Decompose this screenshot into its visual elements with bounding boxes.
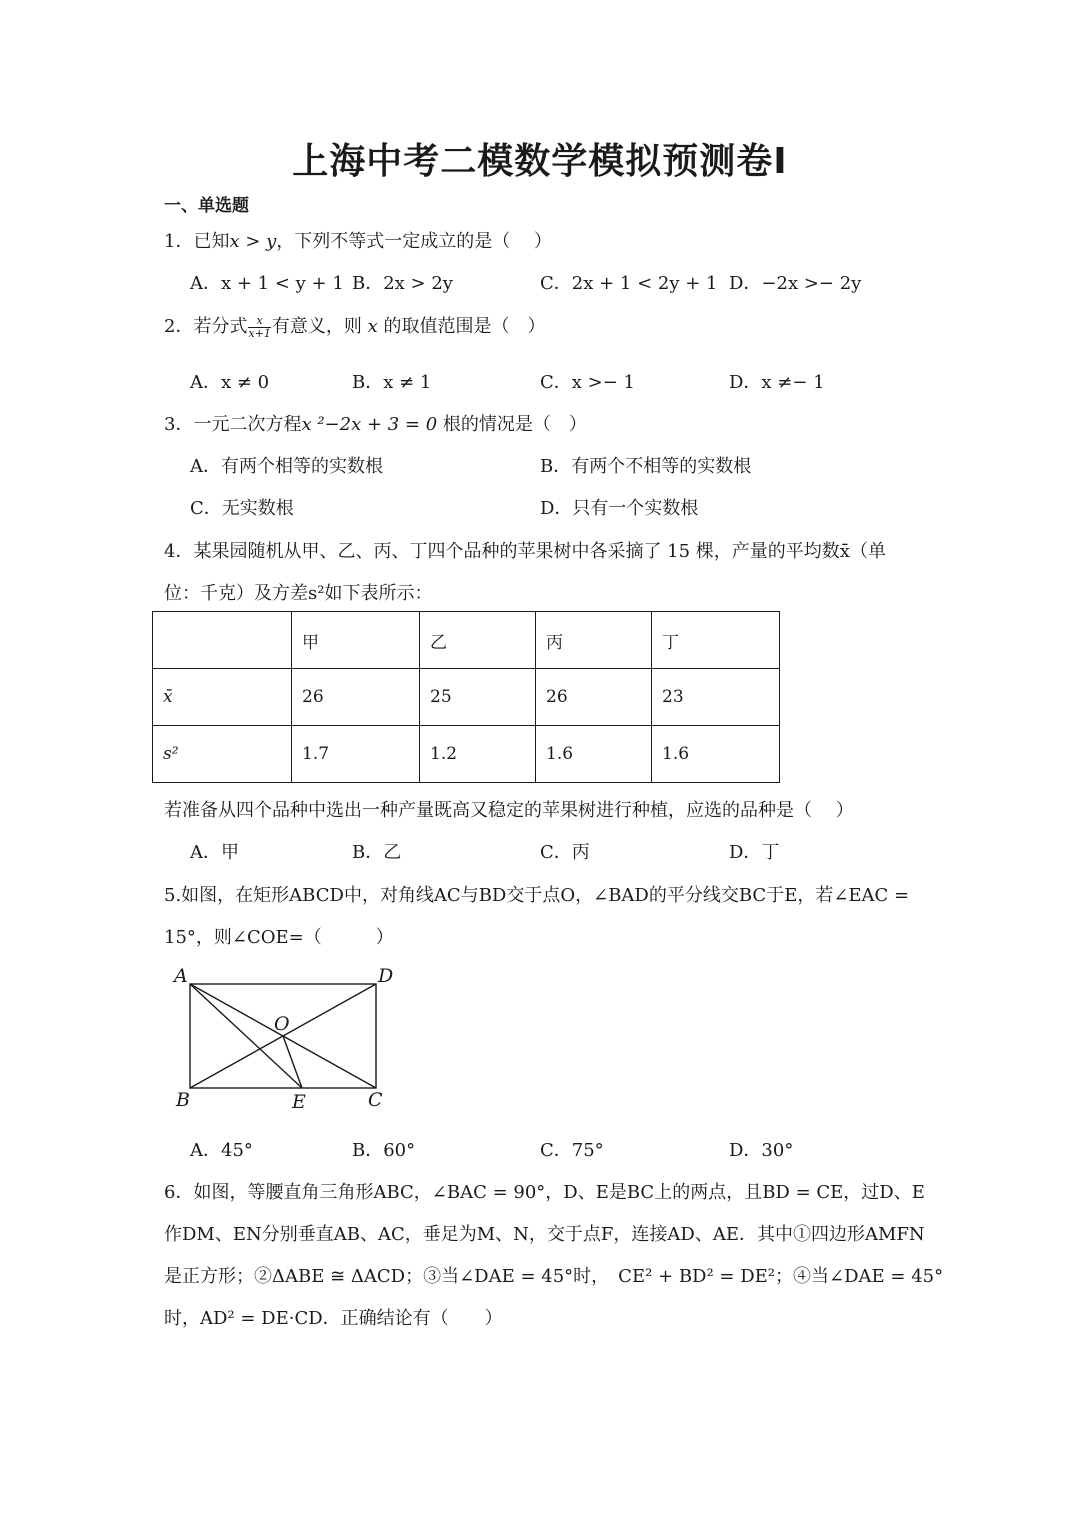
- point-label-d: D: [378, 965, 394, 987]
- question-5-line-2: 15°，则∠COE=（ ）: [164, 927, 394, 948]
- table-cell: 1.6: [536, 726, 652, 783]
- q3-option-a[interactable]: A．有两个相等的实数根: [190, 456, 383, 477]
- q4-option-c[interactable]: C．丙: [540, 842, 590, 863]
- point-label-b: B: [176, 1089, 190, 1111]
- table-header-jia: 甲: [292, 612, 420, 669]
- q4-option-d[interactable]: D．丁: [729, 842, 780, 863]
- q1-option-a[interactable]: A．x + 1 < y + 1: [190, 273, 344, 294]
- q2-fraction: [248, 315, 270, 340]
- q2-stem-a: 2．若分式: [164, 316, 248, 337]
- table-cell: 1.6: [652, 726, 780, 783]
- question-6-line-3: 是正方形；②ΔABE ≅ ΔACD；③当∠DAE = 45°时， CE² + BD² = DE²；④当∠DAE = 45°: [164, 1266, 944, 1287]
- q1-option-b[interactable]: B．2x > 2y: [352, 273, 453, 294]
- table-row: [153, 726, 780, 783]
- q2-frac-den: x+1: [248, 326, 271, 340]
- rectangle-diagram: [166, 960, 426, 1120]
- q2-stem-b: 有意义，则: [271, 316, 362, 337]
- section-heading: 一、单选题: [164, 196, 249, 216]
- table-header-row: [153, 612, 780, 669]
- table-row-label-mean: x̄: [153, 669, 292, 726]
- q2-var: x: [367, 316, 378, 337]
- segment-oe: [283, 1036, 302, 1088]
- point-label-o: O: [274, 1013, 290, 1035]
- q5-option-b[interactable]: B．60°: [352, 1140, 416, 1161]
- table-cell: 23: [652, 669, 780, 726]
- q2-option-a[interactable]: A．x ≠ 0: [190, 372, 270, 393]
- q4-option-b[interactable]: B．乙: [352, 842, 402, 863]
- q3-stem-math: x ²−2x + 3 = 0: [301, 414, 438, 435]
- table-cell: 26: [292, 669, 420, 726]
- question-4-line-1: 4．某果园随机从甲、乙、丙、丁四个品种的苹果树中各采摘了 15 棵，产量的平均数x̄（单: [164, 541, 886, 562]
- point-label-e: E: [292, 1091, 306, 1113]
- q5-option-d[interactable]: D．30°: [729, 1140, 794, 1161]
- table-header-yi: 乙: [420, 612, 536, 669]
- q5-option-a[interactable]: A．45°: [190, 1140, 253, 1161]
- question-6-line-2: 作DM、EN分别垂直AB、AC，垂足为M、N，交于点F，连接AD、AE．其中①四边形AMFN: [164, 1224, 925, 1245]
- table-header-bing: 丙: [536, 612, 652, 669]
- q2-option-c[interactable]: C．x >− 1: [540, 372, 635, 393]
- page-title: 上海中考二模数学模拟预测卷Ⅰ: [292, 141, 788, 182]
- q3-stem-b: 根的情况是（ ）: [442, 414, 587, 435]
- data-table: [152, 611, 780, 783]
- question-4-line-2: 位：千克）及方差s²如下表所示：: [164, 583, 433, 604]
- q4-option-a[interactable]: A．甲: [190, 842, 239, 863]
- q3-option-c[interactable]: C．无实数根: [190, 498, 294, 519]
- table-cell: 1.7: [292, 726, 420, 783]
- q3-stem-a: 3．一元二次方程: [164, 414, 302, 435]
- question-3-stem: [164, 410, 587, 436]
- table-cell: [153, 612, 292, 669]
- q1-stem-b: ，下列不等式一定成立的是（ ）: [276, 231, 553, 252]
- question-2-stem: [164, 312, 546, 340]
- question-5-line-1: 5.如图，在矩形ABCD中，对角线AC与BD交于点O，∠BAD的平分线交BC于E，若∠EAC =: [164, 885, 910, 906]
- q2-frac-num: x: [248, 315, 270, 328]
- question-6-line-4: 时，AD² = DE·CD．正确结论有（ ）: [164, 1308, 503, 1329]
- point-label-a: A: [174, 965, 188, 987]
- question-4-followup: 若准备从四个品种中选出一种产量既高又稳定的苹果树进行种植，应选的品种是（ ）: [164, 800, 854, 821]
- table-row-label-variance: s²: [153, 726, 292, 783]
- point-label-c: C: [368, 1089, 383, 1111]
- q2-stem-c: 的取值范围是（ ）: [383, 316, 546, 337]
- q1-stem-a: 1．已知: [164, 231, 230, 252]
- table-row: [153, 669, 780, 726]
- q2-option-d[interactable]: D．x ≠− 1: [729, 372, 825, 393]
- q3-option-b[interactable]: B．有两个不相等的实数根: [540, 456, 752, 477]
- question-1-stem: [164, 227, 552, 253]
- table-cell: 1.2: [420, 726, 536, 783]
- q1-stem-math: x > y: [229, 231, 277, 252]
- question-6-line-1: 6．如图，等腰直角三角形ABC，∠BAC = 90°，D、E是BC上的两点，且BD = CE，过D、E: [164, 1182, 925, 1203]
- table-cell: 26: [536, 669, 652, 726]
- q5-option-c[interactable]: C．75°: [540, 1140, 604, 1161]
- table-cell: 25: [420, 669, 536, 726]
- q3-option-d[interactable]: D．只有一个实数根: [540, 498, 699, 519]
- bisector-ae: [190, 984, 302, 1088]
- table-header-ding: 丁: [652, 612, 780, 669]
- q1-option-c[interactable]: C．2x + 1 < 2y + 1: [540, 273, 718, 294]
- q1-option-d[interactable]: D．−2x >− 2y: [729, 273, 862, 294]
- q2-option-b[interactable]: B．x ≠ 1: [352, 372, 432, 393]
